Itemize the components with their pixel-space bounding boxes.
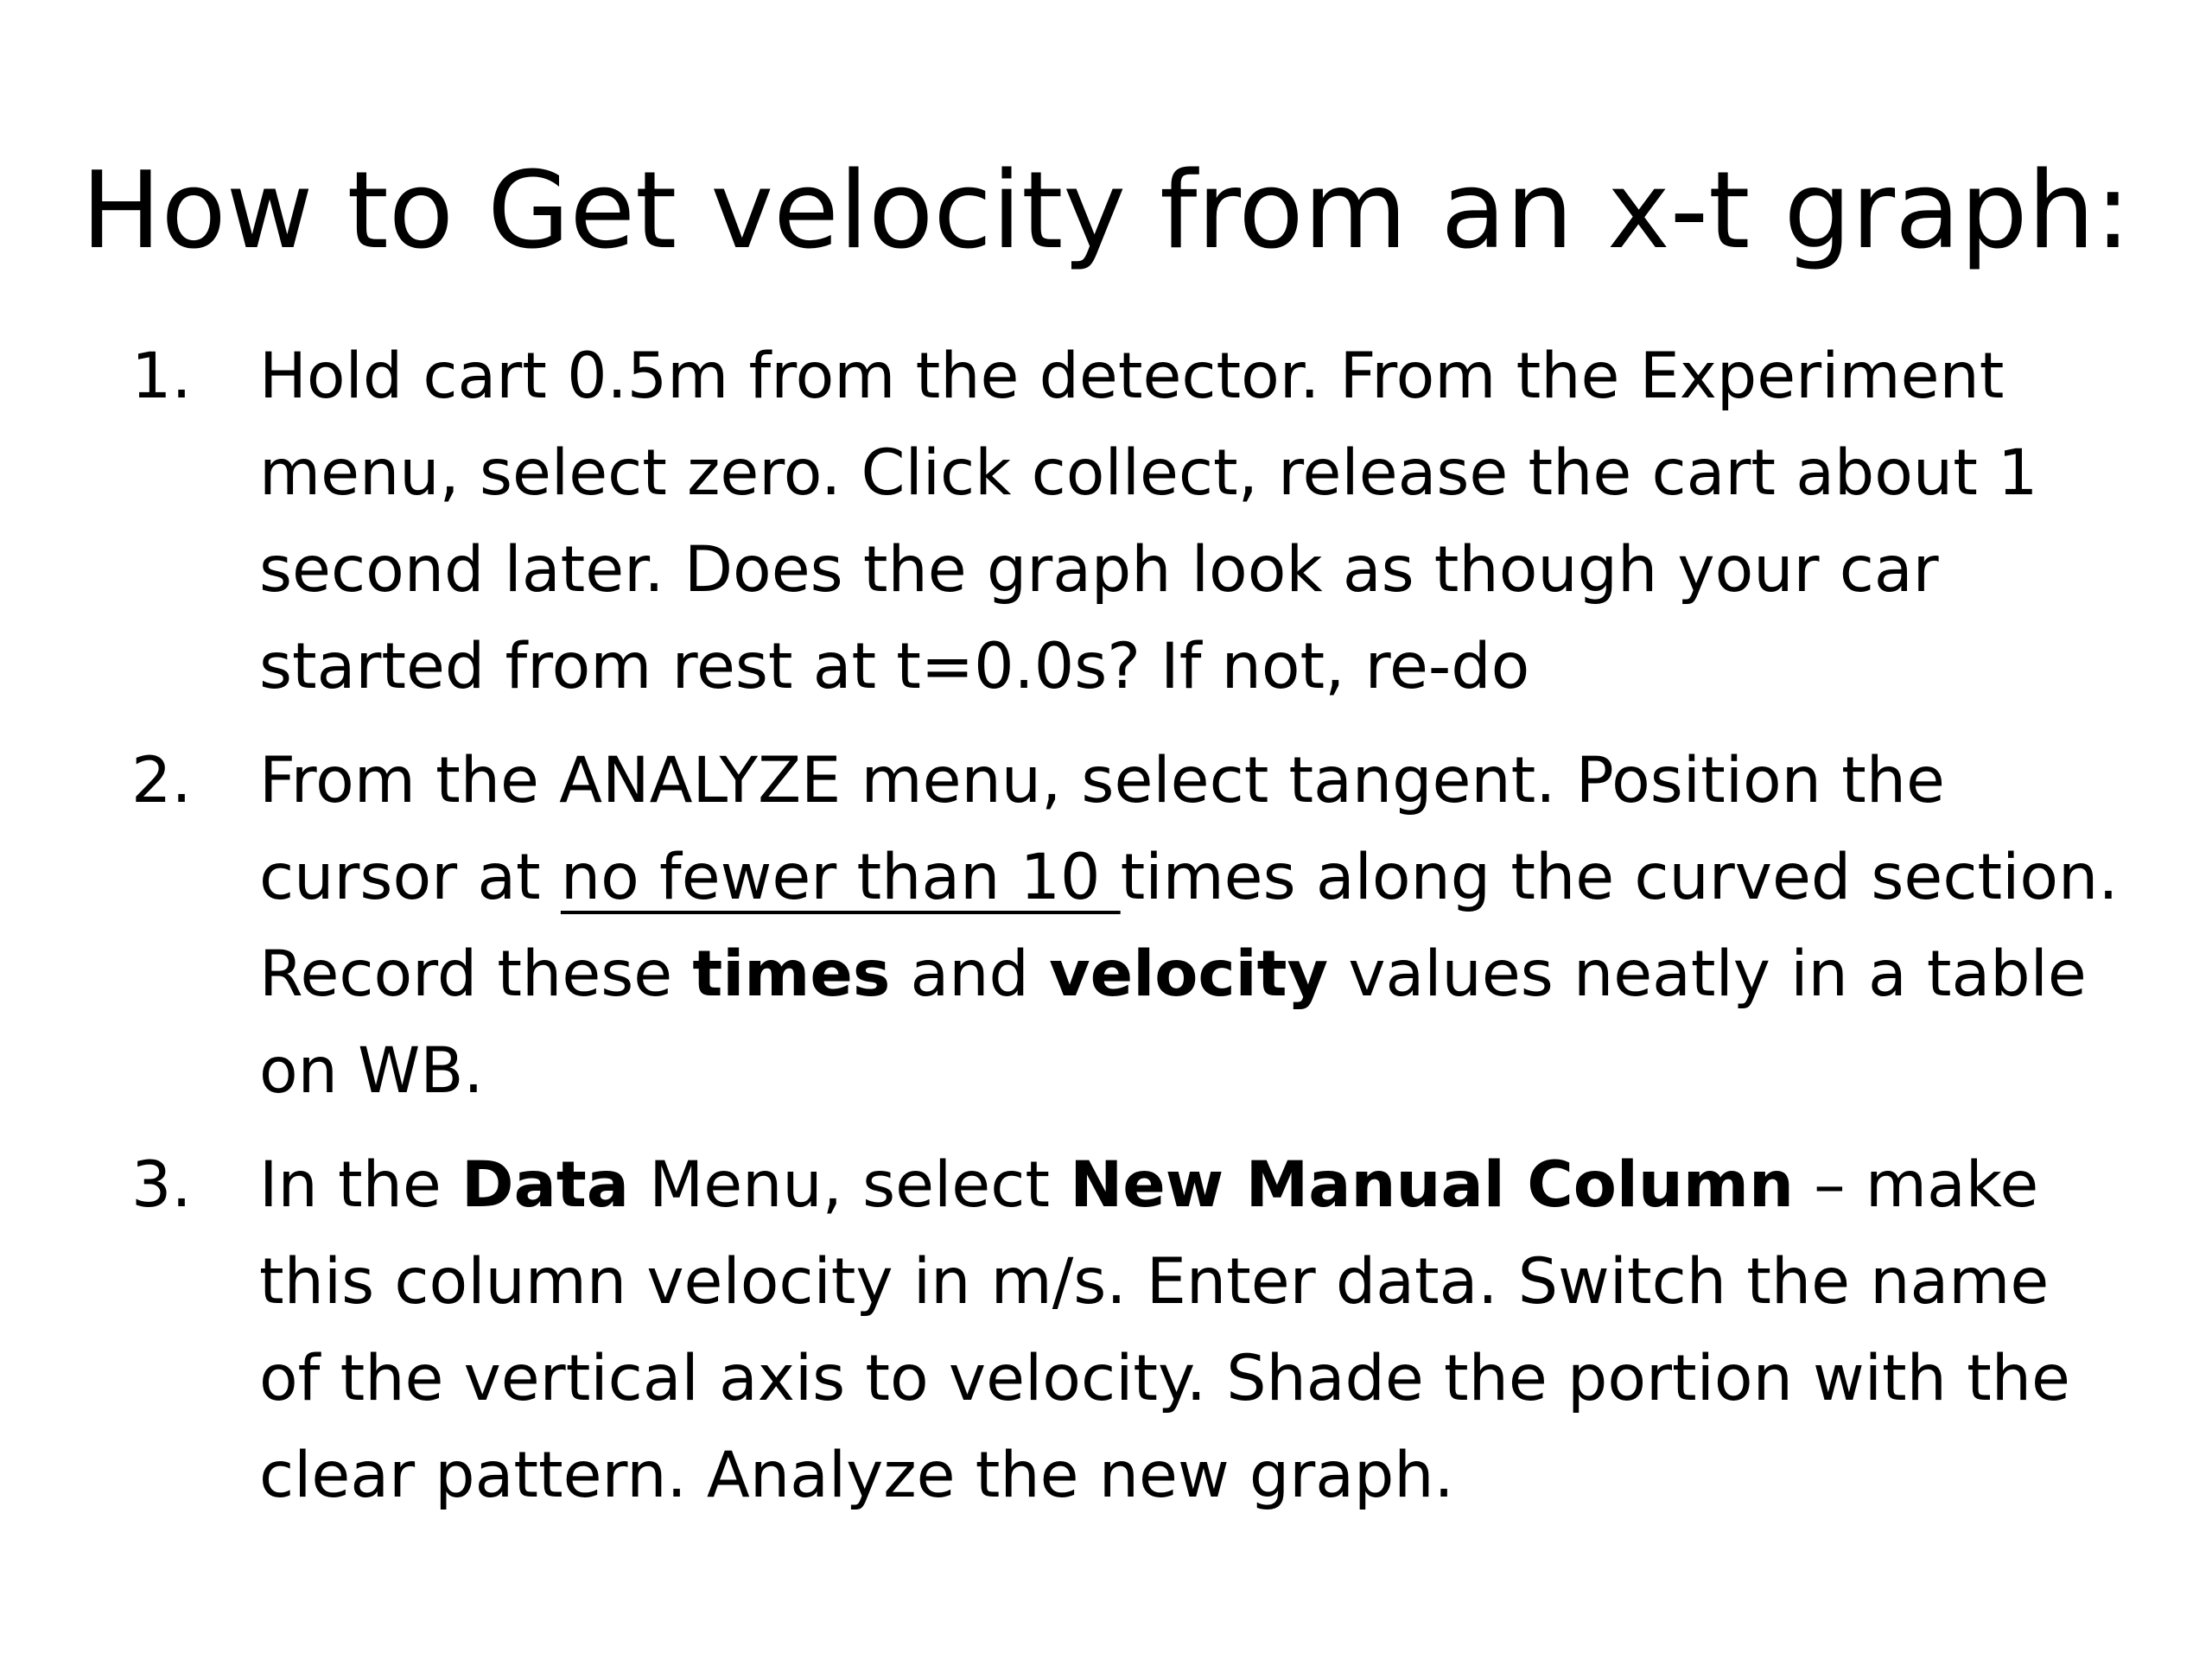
bold-text: times: [692, 938, 891, 1011]
step-number: 1.: [131, 340, 192, 413]
step-text-part: times along the curved section. Record these: [259, 841, 2119, 1011]
step-number: 3.: [131, 1148, 192, 1222]
step-number: 2.: [131, 744, 192, 817]
step-text: [259, 733, 2119, 1120]
step-1: [131, 328, 2119, 715]
underlined-text: no fewer than 10: [560, 841, 1121, 914]
step-text-part: values neatly in a table on WB.: [259, 938, 2087, 1108]
step-text: [259, 1137, 2119, 1524]
step-text-part: Menu, select: [629, 1148, 1071, 1222]
bold-text: New Manual Column: [1070, 1148, 1794, 1222]
step-2: [131, 733, 2119, 1120]
step-text-part: From the ANALYZE menu, select tangent. Position the cursor at: [259, 744, 1945, 914]
step-text-part: – make this column velocity in m/s. Enter data. Switch the name of the vertical axis to velocity. Shade the portion with the clear pattern. Analyze the new graph.: [259, 1148, 2070, 1512]
step-text-part: In the: [259, 1148, 462, 1222]
slide-title: How to Get velocity from an x-t graph:: [81, 149, 2131, 273]
step-text-part: and: [890, 938, 1050, 1011]
bold-text: velocity: [1049, 938, 1329, 1011]
step-3: [131, 1137, 2119, 1524]
bold-text: Data: [461, 1148, 630, 1222]
step-text: Hold cart 0.5m from the detector. From the Experiment menu, select zero. Click collect, release the cart about 1 second later. Does the graph look as though your car started from rest at t=0.0s? If not, re-do: [259, 340, 2038, 703]
steps-list: [131, 328, 2119, 1541]
